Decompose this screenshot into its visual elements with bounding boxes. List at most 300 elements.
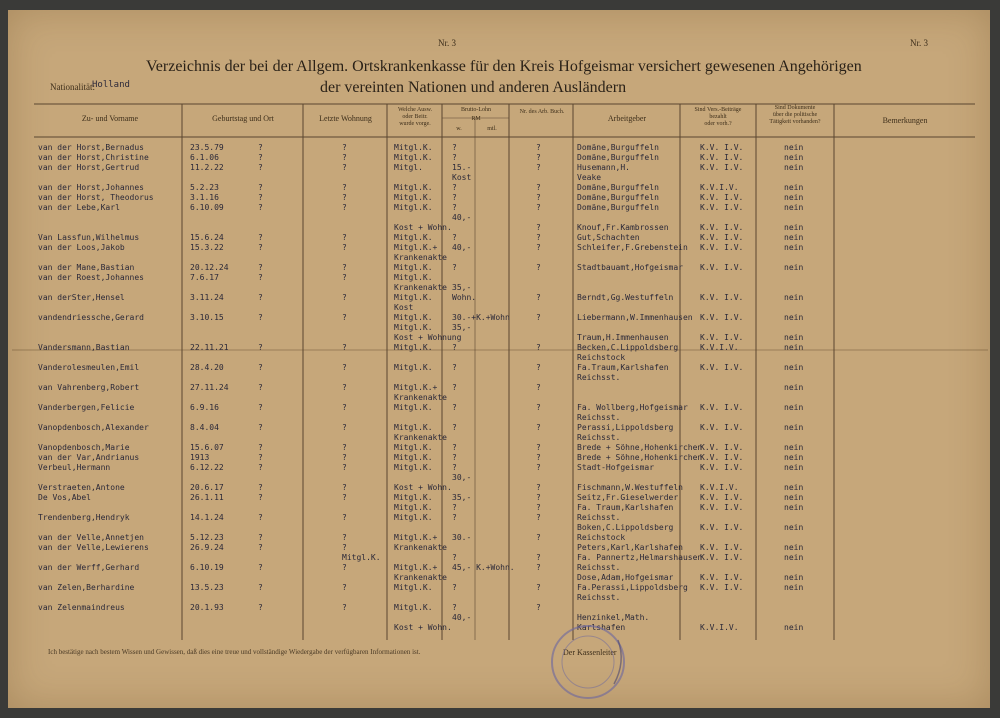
table-cell-name: van der Loos,Jakob [38, 243, 125, 252]
table-cell-status: K.V. I.V. [700, 493, 744, 502]
table-cell-dob: 7.6.17 [190, 273, 219, 282]
table-cell-status: K.V. I.V. [700, 463, 744, 472]
table-cell-dob: 8.4.04 [190, 423, 219, 432]
table-cell-address: ? [342, 163, 347, 172]
table-cell-insurance: Mitgl.K.+ [394, 563, 438, 572]
table-cell-insurance: Mitgl.K. [394, 183, 433, 192]
table-cell-dob: 27.11.24 [190, 383, 229, 392]
table-cell-docs: nein [784, 583, 804, 592]
table-cell-book: ? [536, 563, 541, 572]
table-cell-status: K.V. I.V. [700, 313, 744, 322]
table-cell-docs: nein [784, 383, 804, 392]
table-cell-status: K.V.I.V. [700, 623, 739, 632]
table-cell-docs: nein [784, 573, 804, 582]
table-cell-dob: 5.2.23 [190, 183, 219, 192]
table-cell-insurance: Kost + Wohn. [394, 223, 452, 232]
table-cell-wage: ? [452, 403, 457, 412]
table-cell-name: van der Horst,Johannes [38, 183, 144, 192]
table-cell-employer: Fa. Pannertz,Helmarshausen [577, 553, 703, 562]
table-cell-birthplace: ? [258, 463, 263, 472]
table-cell-docs: nein [784, 153, 804, 162]
table-cell-dob: 13.5.23 [190, 583, 224, 592]
table-cell-insurance: Kost [394, 303, 414, 312]
table-cell-book: ? [536, 503, 541, 512]
table-cell-birthplace: ? [258, 453, 263, 462]
table-cell-address: ? [342, 263, 347, 272]
table-cell-wage: 30.-+K.+Wohn [452, 313, 510, 322]
table-cell-wage: 35,- [452, 493, 472, 502]
table-cell-wage: ? [452, 343, 457, 352]
table-cell-book: ? [536, 153, 541, 162]
table-cell-birthplace: ? [258, 143, 263, 152]
table-cell-employer: Henzinkel,Math. [577, 613, 650, 622]
table-cell-docs: nein [784, 243, 804, 252]
table-cell-wage: 35,- [452, 283, 472, 292]
table-cell-wage: 40,- [452, 243, 472, 252]
table-cell-insurance: Mitgl.K. [394, 153, 433, 162]
table-cell-dob: 26.1.11 [190, 493, 224, 502]
table-cell-dob: 6.10.09 [190, 203, 224, 212]
table-cell-book: ? [536, 603, 541, 612]
table-cell-status: K.V. I.V. [700, 543, 744, 552]
table-cell-dob: 15.6.24 [190, 233, 224, 242]
table-cell-insurance: Kost + Wohnung [394, 333, 462, 342]
table-cell-wage: 40,- [452, 613, 472, 622]
col-header-wage-rm: RM [471, 116, 481, 122]
table-cell-status: K.V. I.V. [700, 523, 744, 532]
col-header-docs-l2: über die politische [772, 112, 818, 118]
table-cell-birthplace: ? [258, 203, 263, 212]
table-cell-address: ? [342, 383, 347, 392]
table-cell-wage: ? [452, 233, 457, 242]
table-cell-insurance: Mitgl.K. [394, 503, 433, 512]
table-cell-book: ? [536, 203, 541, 212]
col-header-status-l1: Sind Vers.-Beiträge [694, 107, 742, 113]
table-cell-birthplace: ? [258, 443, 263, 452]
table-cell-dob: 3.10.15 [190, 313, 224, 322]
table-cell-birthplace: ? [258, 273, 263, 282]
table-cell-wage: ? [452, 153, 457, 162]
col-header-wage: Brutto-Lohn [461, 107, 491, 113]
col-header-wage-weekly: w. [456, 126, 462, 132]
col-header-insurance-l3: wurde vorge. [399, 121, 431, 127]
table-cell-insurance: Mitgl.K. [394, 363, 433, 372]
table-cell-book: ? [536, 553, 541, 562]
table-cell-book: ? [536, 263, 541, 272]
table-cell-dob: 20.6.17 [190, 483, 224, 492]
table-cell-address: ? [342, 243, 347, 252]
table-cell-wage: 15.- [452, 163, 472, 172]
col-header-dob: Geburtstag und Ort [212, 114, 274, 123]
table-cell-insurance: Mitgl.K.+ [394, 383, 438, 392]
table-cell-insurance: Krankenakte [394, 433, 447, 442]
table-cell-birthplace: ? [258, 563, 263, 572]
table-cell-status: K.V. I.V. [700, 153, 744, 162]
table-cell-insurance: Mitgl.K. [394, 323, 433, 332]
table-cell-employer: Fa. Traum,Karlshafen [577, 503, 674, 512]
table-cell-employer: Fa.Perassi,Lippoldsberg [577, 583, 688, 592]
col-header-docs [758, 105, 832, 126]
col-header-address: Letzte Wohnung [319, 114, 372, 123]
table-cell-employer: Liebermann,W.Immenhausen [577, 313, 693, 322]
table-cell-dob: 23.5.79 [190, 143, 224, 152]
table-cell-docs: nein [784, 403, 804, 412]
table-cell-dob: 20.1.93 [190, 603, 224, 612]
table-cell-wage: ? [452, 453, 457, 462]
table-cell-book: ? [536, 183, 541, 192]
table-cell-book: ? [536, 403, 541, 412]
table-cell-dob: 6.9.16 [190, 403, 219, 412]
table-cell-insurance: Krankenakte [394, 573, 447, 582]
table-cell-employer: Reichsst. [577, 413, 621, 422]
document-title-line2: der vereinten Nationen und anderen Ausländern [320, 79, 627, 96]
table-cell-employer: Domäne,Burguffeln [577, 193, 659, 202]
table-cell-employer: Dose,Adam,Hofgeismar [577, 573, 674, 582]
table-cell-status: K.V. I.V. [700, 423, 744, 432]
table-cell-employer: Reichsst. [577, 513, 621, 522]
table-cell-insurance: Mitgl.K. [394, 603, 433, 612]
table-cell-docs: nein [784, 223, 804, 232]
table-cell-address: ? [342, 273, 347, 282]
table-cell-birthplace: ? [258, 313, 263, 322]
signature-label: Der Kassenleiter [563, 648, 617, 657]
table-cell-wage: ? [452, 423, 457, 432]
table-cell-status: K.V. I.V. [700, 243, 744, 252]
table-cell-status: K.V. I.V. [700, 333, 744, 342]
table-cell-status: K.V. I.V. [700, 193, 744, 202]
table-cell-insurance: Mitgl.K. [394, 453, 433, 462]
table-cell-wage: ? [452, 463, 457, 472]
table-cell-employer: Domäne,Burguffeln [577, 203, 659, 212]
col-header-insurance [388, 107, 442, 128]
table-cell-wage: 45,- K.+Wohn. [452, 563, 515, 572]
table-cell-docs: nein [784, 233, 804, 242]
table-cell-insurance: Krankenakte [394, 543, 447, 552]
table-cell-wage: Wohn. [452, 293, 477, 302]
col-header-insurance-l2: oder Beitr. [402, 114, 428, 120]
table-cell-docs: nein [784, 343, 804, 352]
table-cell-birthplace: ? [258, 603, 263, 612]
table-cell-status: K.V. I.V. [700, 293, 744, 302]
table-cell-address: ? [342, 403, 347, 412]
col-header-name: Zu- und Vorname [81, 114, 139, 123]
table-cell-address: ? [342, 583, 347, 592]
table-cell-address: ? [342, 233, 347, 242]
table-cell-insurance: Mitgl.K. [394, 423, 433, 432]
table-cell-book: ? [536, 453, 541, 462]
table-cell-insurance: Mitgl.K. [394, 403, 433, 412]
table-cell-book: ? [536, 363, 541, 372]
table-cell-address: ? [342, 363, 347, 372]
table-cell-name: Verbeul,Hermann [38, 463, 111, 472]
table-cell-birthplace: ? [258, 233, 263, 242]
table-cell-wage: ? [452, 383, 457, 392]
table-cell-dob: 6.10.19 [190, 563, 224, 572]
table-cell-wage: 30,- [452, 473, 472, 482]
table-cell-docs: nein [784, 453, 804, 462]
table-cell-wage: Kost [452, 173, 472, 182]
table-cell-docs: nein [784, 493, 804, 502]
table-cell-dob: 20.12.24 [190, 263, 229, 272]
table-cell-insurance: Mitgl.K. [394, 143, 433, 152]
table-cell-dob: 28.4.20 [190, 363, 224, 372]
table-cell-insurance: Mitgl.K. [394, 313, 433, 322]
table-cell-name: van der Var,Andrianus [38, 453, 140, 462]
table-cell-employer: Reichstock [577, 533, 626, 542]
table-cell-dob: 3.1.16 [190, 193, 219, 202]
table-cell-wage: ? [452, 443, 457, 452]
table-cell-name: van Zelenmaindreus [38, 603, 125, 612]
table-cell-birthplace: ? [258, 363, 263, 372]
table-cell-birthplace: ? [258, 293, 263, 302]
table-cell-docs: nein [784, 263, 804, 272]
table-cell-employer: Reichsst. [577, 563, 621, 572]
table-cell-wage: ? [452, 143, 457, 152]
table-cell-employer: Gut,Schachten [577, 233, 640, 242]
table-cell-employer: Boken,C.Lippoldsberg [577, 523, 674, 532]
table-cell-dob: 11.2.22 [190, 163, 224, 172]
table-cell-status: K.V. I.V. [700, 203, 744, 212]
table-cell-dob: 1913 [190, 453, 210, 462]
table-cell-status: K.V. I.V. [700, 443, 744, 452]
table-cell-employer: Fa. Wollberg,Hofgeismar [577, 403, 688, 412]
table-cell-name: Vanopdenbosch,Marie [38, 443, 130, 452]
col-header-book: Nr. des Arb. Buch. [519, 109, 565, 115]
table-cell-birthplace: ? [258, 243, 263, 252]
table-cell-name: van der Velle,Lewierens [38, 543, 149, 552]
table-cell-insurance: Mitgl.K. [394, 293, 433, 302]
table-cell-name: van Vahrenberg,Robert [38, 383, 140, 392]
table-cell-employer: Reichsst. [577, 373, 621, 382]
table-cell-book: ? [536, 533, 541, 542]
table-cell-wage: ? [452, 513, 457, 522]
table-cell-docs: nein [784, 543, 804, 552]
table-cell-dob: 22.11.21 [190, 343, 229, 352]
table-cell-status: K.V. I.V. [700, 573, 744, 582]
table-cell-address: ? [342, 483, 347, 492]
table-cell-dob: 5.12.23 [190, 533, 224, 542]
table-cell-address: ? [342, 343, 347, 352]
table-cell-dob: 6.1.06 [190, 153, 219, 162]
table-cell-docs: nein [784, 423, 804, 432]
table-cell-docs: nein [784, 143, 804, 152]
table-cell-name: Vandersmann,Bastian [38, 343, 130, 352]
table-cell-docs: nein [784, 553, 804, 562]
table-cell-wage: ? [452, 263, 457, 272]
table-cell-docs: nein [784, 363, 804, 372]
col-header-status-l3: oder vorh.? [704, 121, 732, 127]
table-cell-employer: Brede + Söhne,Hohenkirchen [577, 443, 703, 452]
table-cell-birthplace: ? [258, 513, 263, 522]
table-cell-name: De Vos,Abel [38, 493, 91, 502]
table-cell-name: van der Roest,Johannes [38, 273, 144, 282]
table-cell-employer: Stadt-Hofgeismar [577, 463, 655, 472]
table-cell-name: Vanderbergen,Felicie [38, 403, 135, 412]
table-cell-status: K.V. I.V. [700, 163, 744, 172]
table-cell-birthplace: ? [258, 403, 263, 412]
table-cell-birthplace: ? [258, 483, 263, 492]
table-cell-name: Vanderolesmeulen,Emil [38, 363, 140, 372]
table-cell-book: ? [536, 483, 541, 492]
table-cell-employer: Stadtbauamt,Hofgeismar [577, 263, 683, 272]
table-cell-insurance: Kost + Wohn. [394, 483, 452, 492]
table-cell-book: ? [536, 463, 541, 472]
table-cell-insurance: Mitgl.K. [394, 463, 433, 472]
table-cell-address: ? [342, 443, 347, 452]
table-cell-status: K.V. I.V. [700, 453, 744, 462]
table-cell-docs: nein [784, 483, 804, 492]
table-cell-book: ? [536, 423, 541, 432]
table-cell-book: ? [536, 443, 541, 452]
table-cell-insurance: Mitgl.K. [394, 233, 433, 242]
table-cell-status: K.V. I.V. [700, 363, 744, 372]
table-cell-name: van derSter,Hensel [38, 293, 125, 302]
table-cell-birthplace: ? [258, 383, 263, 392]
table-cell-address: ? [342, 153, 347, 162]
table-cell-insurance: Mitgl.K. [394, 343, 433, 352]
table-cell-book: ? [536, 343, 541, 352]
table-cell-status: K.V. I.V. [700, 403, 744, 412]
table-cell-status: K.V. I.V. [700, 233, 744, 242]
table-cell-employer: Husemann,H. [577, 163, 630, 172]
table-cell-employer: Domäne,Burguffeln [577, 153, 659, 162]
table-cell-insurance: Krankenakte [394, 393, 447, 402]
table-cell-name: van der Horst,Bernadus [38, 143, 144, 152]
table-cell-address: ? [342, 143, 347, 152]
table-cell-docs: nein [784, 463, 804, 472]
table-cell-employer: Becken,C.Lippoldsberg [577, 343, 679, 352]
table-cell-birthplace: ? [258, 163, 263, 172]
table-cell-address: ? [342, 293, 347, 302]
table-cell-birthplace: ? [258, 153, 263, 162]
table-cell-address: ? [342, 603, 347, 612]
table-cell-employer: Fa.Traum,Karlshafen [577, 363, 669, 372]
table-cell-insurance: Mitgl.K. [394, 443, 433, 452]
table-cell-wage: ? [452, 183, 457, 192]
col-header-docs-l3: Tätigkeit vorhanden? [769, 119, 821, 125]
table-cell-book: ? [536, 193, 541, 202]
table-cell-name: Van Lassfun,Wilhelmus [38, 233, 140, 242]
table-cell-birthplace: ? [258, 193, 263, 202]
table-cell-wage: ? [452, 193, 457, 202]
table-cell-insurance: Mitgl.K. [394, 493, 433, 502]
table-cell-birthplace: ? [258, 543, 263, 552]
table-cell-name: Verstraeten,Antone [38, 483, 125, 492]
table-cell-status: K.V. I.V. [700, 263, 744, 272]
table-cell-name: van der Horst,Christine [38, 153, 149, 162]
nationality-label: Nationalität: [50, 82, 95, 92]
table-cell-address: ? [342, 453, 347, 462]
table-cell-docs: nein [784, 293, 804, 302]
table-cell-dob: 15.6.07 [190, 443, 224, 452]
table-cell-docs: nein [784, 503, 804, 512]
table-cell-book: ? [536, 293, 541, 302]
table-cell-address: ? [342, 183, 347, 192]
table-cell-docs: nein [784, 313, 804, 322]
table-cell-insurance: Krankenakte [394, 253, 447, 262]
official-stamp [548, 622, 628, 702]
table-cell-book: ? [536, 223, 541, 232]
table-cell-name: van Zelen,Berhardine [38, 583, 135, 592]
table-cell-docs: nein [784, 523, 804, 532]
table-cell-employer: Reichsst. [577, 593, 621, 602]
table-cell-name: van der Velle,Annetjen [38, 533, 144, 542]
table-cell-docs: nein [784, 193, 804, 202]
table-cell-address: ? [342, 513, 347, 522]
nationality-value: Holland [92, 80, 130, 90]
table-cell-employer: Traum,H.Immenhausen [577, 333, 669, 342]
table-cell-dob: 14.1.24 [190, 513, 224, 522]
table-cell-employer: Fischmann,W.Westuffeln [577, 483, 683, 492]
table-cell-employer: Schleifer,F.Grebenstein [577, 243, 688, 252]
table-cell-name: van der Mane,Bastian [38, 263, 135, 272]
table-cell-wage: ? [452, 203, 457, 212]
table-cell-insurance: Mitgl.K. [394, 583, 433, 592]
table-cell-employer: Reichstock [577, 353, 626, 362]
table-cell-insurance: Kost + Wohn. [394, 623, 452, 632]
table-cell-status: K.V. I.V. [700, 143, 744, 152]
table-cell-employer: Karlshafen [577, 623, 626, 632]
table-cell-insurance: Mitgl. [394, 163, 423, 172]
table-cell-book: ? [536, 243, 541, 252]
table-cell-wage: ? [452, 503, 457, 512]
table-cell-birthplace: ? [258, 263, 263, 272]
col-header-employer: Arbeitgeber [607, 114, 647, 123]
table-cell-dob: 6.12.22 [190, 463, 224, 472]
col-header-status-l2: bezahlt [709, 114, 727, 120]
table-cell-name: van der Horst,Gertrud [38, 163, 140, 172]
table-cell-name: van der Werff,Gerhard [38, 563, 140, 572]
table-cell-employer: Reichsst. [577, 433, 621, 442]
table-cell-wage: ? [452, 583, 457, 592]
table-cell-insurance: Mitgl.K. [394, 513, 433, 522]
table-cell-address: ? [342, 563, 347, 572]
table-cell-docs: nein [784, 333, 804, 342]
table-cell-docs: nein [784, 203, 804, 212]
table-cell-book: ? [536, 583, 541, 592]
document-title-line1: Verzeichnis der bei der Allgem. Ortskrankenkasse für den Kreis Hofgeismar versichert gewesenen Angehörigen [146, 58, 862, 75]
table-cell-wage: 35,- [452, 323, 472, 332]
table-cell-birthplace: ? [258, 343, 263, 352]
table-cell-birthplace: ? [258, 583, 263, 592]
table-cell-book: ? [536, 383, 541, 392]
attestation-text: Ich bestätige nach bestem Wissen und Gewissen, daß dies eine treue und vollständige Wiedergabe der verfügbaren Informationen ist. [48, 648, 421, 656]
table-cell-address: ? [342, 543, 347, 552]
col-header-remarks: Bemerkungen [882, 116, 928, 125]
table-cell-employer: Berndt,Gg.Westuffeln [577, 293, 674, 302]
table-cell-docs: nein [784, 163, 804, 172]
table-cell-book: ? [536, 233, 541, 242]
table-cell-address: ? [342, 493, 347, 502]
table-cell-status: K.V.I.V. [700, 483, 739, 492]
table-cell-status: K.V.I.V. [700, 183, 739, 192]
table-cell-birthplace: ? [258, 493, 263, 502]
table-cell-wage: ? [452, 603, 457, 612]
table-cell-status: K.V. I.V. [700, 553, 744, 562]
table-cell-insurance: Mitgl.K. [394, 203, 433, 212]
table-cell-name: Vanopdenbosch,Alexander [38, 423, 149, 432]
table-cell-wage: ? [452, 363, 457, 372]
table-cell-name: van der Horst, Theodorus [38, 193, 154, 202]
table-cell-address: ? [342, 313, 347, 322]
table-cell-employer: Perassi,Lippoldsberg [577, 423, 674, 432]
table-cell-employer: Seitz,Fr.Gieselwerder [577, 493, 679, 502]
table-cell-wage: ? [452, 553, 457, 562]
table-cell-employer: Peters,Karl,Karlshafen [577, 543, 683, 552]
table-cell-book: ? [536, 163, 541, 172]
table-cell-address: Mitgl.K. [342, 553, 381, 562]
table-cell-insurance: Mitgl.K. [394, 193, 433, 202]
